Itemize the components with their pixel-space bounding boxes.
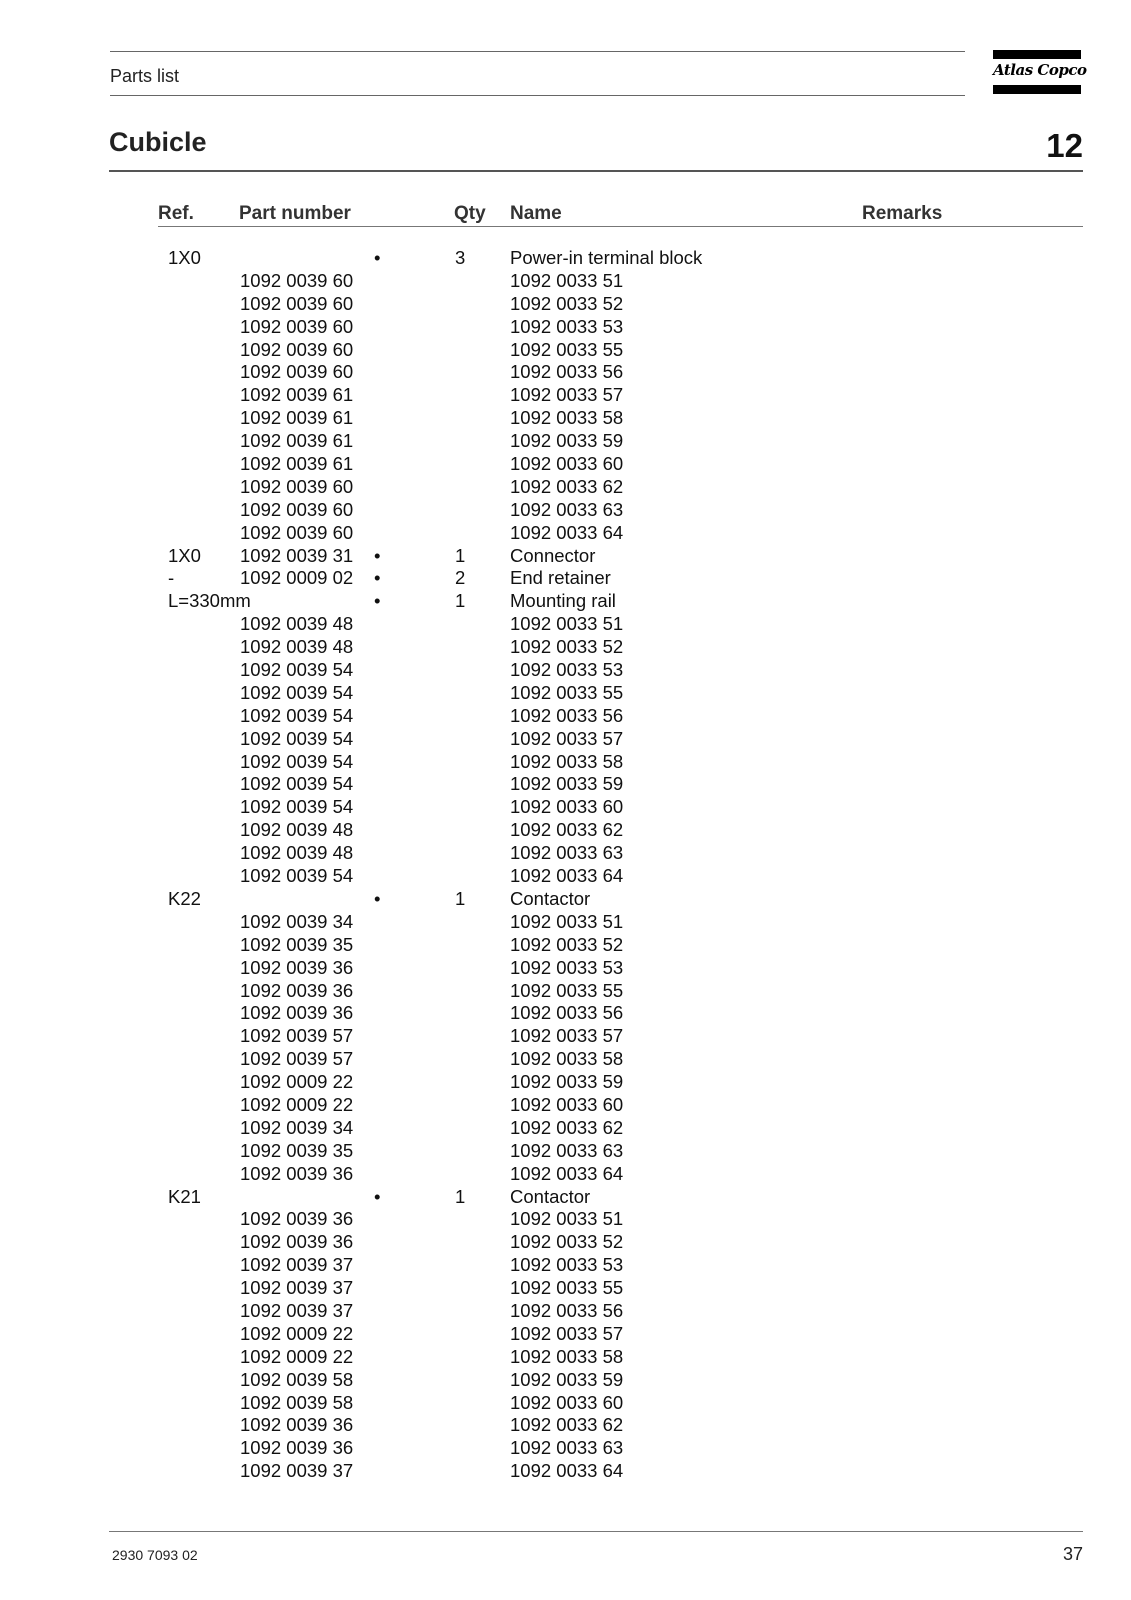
row-name: 1092 0033 62	[510, 475, 624, 497]
row-part-number: 1092 0039 48	[240, 613, 354, 635]
row-name: 1092 0033 51	[510, 910, 624, 932]
row-name: 1092 0033 55	[510, 979, 624, 1001]
row-part-number: 1092 0009 22	[240, 1345, 354, 1367]
table-row	[0, 476, 1131, 499]
header-label: Parts list	[110, 66, 180, 86]
row-name: 1092 0033 55	[510, 1277, 624, 1299]
row-part-number: 1092 0039 54	[240, 750, 354, 772]
row-qty: 3	[455, 247, 466, 268]
row-name: 1092 0033 56	[510, 1299, 624, 1321]
table-row	[0, 911, 1131, 934]
table-row	[0, 705, 1131, 728]
row-ref: 1X0	[168, 247, 201, 268]
row-name: 1092 0033 52	[510, 933, 624, 955]
table-row	[0, 1117, 1131, 1140]
row-part-number: 1092 0039 61	[240, 453, 354, 475]
row-name: 1092 0033 51	[510, 269, 624, 291]
table-row	[0, 499, 1131, 522]
row-part-number: 1092 0039 60	[240, 475, 354, 497]
header-bottom-rule	[110, 95, 965, 96]
row-bullet: •	[374, 887, 381, 909]
row-part-number: 1092 0009 22	[240, 1322, 354, 1344]
row-name: Connector	[510, 544, 596, 566]
table-row	[0, 522, 1131, 545]
table-row	[0, 1163, 1131, 1186]
row-part-number: 1092 0039 35	[240, 933, 354, 955]
row-name: 1092 0033 58	[510, 1345, 624, 1367]
row-ref: 1X0	[168, 544, 201, 566]
row-name: 1092 0033 60	[510, 1093, 624, 1115]
row-ref: K22	[168, 887, 201, 909]
row-name: 1092 0033 60	[510, 1391, 624, 1413]
table-row	[0, 293, 1131, 316]
table-row	[0, 1437, 1131, 1460]
row-name: 1092 0033 59	[510, 773, 624, 795]
row-part-number: 1092 0039 36	[240, 1231, 354, 1253]
row-part-number: 1092 0039 58	[240, 1391, 354, 1413]
row-bullet: •	[374, 544, 381, 566]
table-row	[0, 1392, 1131, 1415]
row-name: 1092 0033 59	[510, 1368, 624, 1390]
row-bullet: •	[374, 590, 381, 612]
table-row	[0, 1208, 1131, 1231]
row-part-number: 1092 0039 36	[240, 956, 354, 978]
row-name: Power-in terminal block	[510, 247, 703, 268]
table-row	[0, 934, 1131, 957]
row-name: 1092 0033 59	[510, 1071, 624, 1093]
row-name: 1092 0033 62	[510, 1414, 624, 1436]
row-part-number: 1092 0039 58	[240, 1368, 354, 1390]
table-row	[0, 1231, 1131, 1254]
table-row	[0, 613, 1131, 636]
row-name: 1092 0033 51	[510, 1208, 624, 1230]
table-row	[0, 1094, 1131, 1117]
logo-bottom-bar	[993, 85, 1081, 94]
row-part-number: 1092 0039 60	[240, 315, 354, 337]
row-name: 1092 0033 60	[510, 796, 624, 818]
table-row	[0, 1048, 1131, 1071]
row-part-number: 1092 0039 36	[240, 1208, 354, 1230]
row-part-number: 1092 0039 31	[240, 544, 354, 566]
row-name: 1092 0033 63	[510, 498, 624, 520]
row-name: Contactor	[510, 1185, 591, 1207]
row-name: 1092 0033 62	[510, 1116, 624, 1138]
table-row	[0, 751, 1131, 774]
row-part-number: 1092 0009 22	[240, 1071, 354, 1093]
logo-top-bar	[993, 50, 1081, 59]
row-part-number: 1092 0039 60	[240, 292, 354, 314]
row-name: 1092 0033 53	[510, 315, 624, 337]
table-row	[0, 590, 1131, 613]
row-ref: K21	[168, 1185, 201, 1207]
row-name: 1092 0033 57	[510, 727, 624, 749]
row-part-number: 1092 0039 36	[240, 1162, 354, 1184]
table-row	[0, 728, 1131, 751]
table-row	[0, 819, 1131, 842]
row-bullet: •	[374, 1185, 381, 1207]
row-name: 1092 0033 56	[510, 361, 624, 383]
table-row	[0, 842, 1131, 865]
atlas-copco-logo	[993, 50, 1087, 94]
table-row	[0, 1140, 1131, 1163]
row-part-number: 1092 0039 61	[240, 384, 354, 406]
table-row	[0, 865, 1131, 888]
row-ref: L=330mm	[168, 590, 251, 612]
row-name: 1092 0033 64	[510, 1162, 624, 1184]
row-name: Contactor	[510, 887, 591, 909]
table-row	[0, 407, 1131, 430]
header-top-rule	[110, 51, 965, 52]
row-qty: 2	[455, 567, 466, 589]
table-row	[0, 339, 1131, 362]
row-part-number: 1092 0039 60	[240, 338, 354, 360]
table-row	[0, 636, 1131, 659]
section-number: 12	[1046, 127, 1083, 164]
row-bullet: •	[374, 567, 381, 589]
row-part-number: 1092 0039 48	[240, 819, 354, 841]
row-name: 1092 0033 55	[510, 681, 624, 703]
row-part-number: 1092 0039 37	[240, 1299, 354, 1321]
row-name: 1092 0033 64	[510, 865, 624, 887]
row-name: 1092 0033 52	[510, 1231, 624, 1253]
footer-rule	[109, 1531, 1083, 1532]
row-name: End retainer	[510, 567, 611, 589]
row-name: 1092 0033 63	[510, 1437, 624, 1459]
row-part-number: 1092 0039 54	[240, 704, 354, 726]
row-name: 1092 0033 53	[510, 956, 624, 978]
row-part-number: 1092 0039 54	[240, 659, 354, 681]
row-part-number: 1092 0039 54	[240, 865, 354, 887]
row-name: 1092 0033 58	[510, 407, 624, 429]
section-title: Cubicle	[109, 127, 207, 157]
table-row	[0, 1254, 1131, 1277]
row-name: 1092 0033 52	[510, 636, 624, 658]
table-row	[0, 1323, 1131, 1346]
row-name: 1092 0033 64	[510, 521, 624, 543]
row-part-number: 1092 0039 37	[240, 1254, 354, 1276]
table-row	[0, 1002, 1131, 1025]
row-name: 1092 0033 53	[510, 1254, 624, 1276]
table-row	[0, 682, 1131, 705]
row-part-number: 1092 0039 54	[240, 681, 354, 703]
row-name: 1092 0033 57	[510, 384, 624, 406]
row-name: 1092 0033 57	[510, 1025, 624, 1047]
row-name: 1092 0033 56	[510, 704, 624, 726]
table-row	[0, 773, 1131, 796]
table-row	[0, 1346, 1131, 1369]
row-name: 1092 0033 64	[510, 1460, 624, 1482]
row-name: 1092 0033 56	[510, 1002, 624, 1024]
row-name: 1092 0033 63	[510, 1139, 624, 1161]
row-name: 1092 0033 58	[510, 750, 624, 772]
row-part-number: 1092 0039 34	[240, 1116, 354, 1138]
row-name: 1092 0033 57	[510, 1322, 624, 1344]
row-name: Mounting rail	[510, 590, 616, 612]
row-part-number: 1092 0039 37	[240, 1277, 354, 1299]
column-header-remarks: Remarks	[862, 203, 943, 224]
row-part-number: 1092 0039 57	[240, 1025, 354, 1047]
table-row	[0, 361, 1131, 384]
table-row	[0, 545, 1131, 568]
row-part-number: 1092 0039 54	[240, 773, 354, 795]
row-part-number: 1092 0039 36	[240, 1002, 354, 1024]
document-number: 2930 7093 02	[112, 1547, 198, 1563]
row-part-number: 1092 0039 54	[240, 727, 354, 749]
table-row	[0, 1186, 1131, 1209]
table-row	[0, 796, 1131, 819]
column-header-ref: Ref.	[158, 203, 194, 224]
table-row	[0, 316, 1131, 339]
row-part-number: 1092 0039 35	[240, 1139, 354, 1161]
table-row	[0, 1025, 1131, 1048]
row-part-number: 1092 0039 61	[240, 407, 354, 429]
table-row	[0, 888, 1131, 911]
table-row	[0, 270, 1131, 293]
row-bullet: •	[374, 247, 381, 268]
table-row	[0, 1071, 1131, 1094]
table-row	[0, 980, 1131, 1003]
row-part-number: 1092 0009 22	[240, 1093, 354, 1115]
row-part-number: 1092 0039 37	[240, 1460, 354, 1482]
row-name: 1092 0033 55	[510, 338, 624, 360]
column-header-part-number: Part number	[239, 203, 351, 224]
row-qty: 1	[455, 887, 466, 909]
logo-text: Atlas Copco	[993, 61, 1087, 79]
table-row	[0, 453, 1131, 476]
row-qty: 1	[455, 1185, 466, 1207]
row-part-number: 1092 0039 57	[240, 1048, 354, 1070]
row-part-number: 1092 0039 36	[240, 979, 354, 1001]
parts-table	[0, 247, 1131, 1483]
row-part-number: 1092 0039 60	[240, 269, 354, 291]
row-name: 1092 0033 53	[510, 659, 624, 681]
row-qty: 1	[455, 590, 466, 612]
table-row	[0, 384, 1131, 407]
row-part-number: 1092 0039 60	[240, 361, 354, 383]
row-name: 1092 0033 59	[510, 430, 624, 452]
column-header-name: Name	[510, 203, 562, 224]
title-rule	[109, 170, 1083, 172]
table-row	[0, 1414, 1131, 1437]
row-part-number: 1092 0039 54	[240, 796, 354, 818]
row-part-number: 1092 0039 60	[240, 521, 354, 543]
row-name: 1092 0033 52	[510, 292, 624, 314]
row-name: 1092 0033 60	[510, 453, 624, 475]
table-row	[0, 1369, 1131, 1392]
table-row	[0, 1460, 1131, 1483]
row-name: 1092 0033 63	[510, 842, 624, 864]
table-row	[0, 567, 1131, 590]
row-part-number: 1092 0039 61	[240, 430, 354, 452]
row-qty: 1	[455, 544, 466, 566]
row-part-number: 1092 0039 48	[240, 636, 354, 658]
row-ref: -	[168, 567, 175, 589]
table-row	[0, 1300, 1131, 1323]
row-name: 1092 0033 58	[510, 1048, 624, 1070]
table-row	[0, 957, 1131, 980]
row-part-number: 1092 0039 36	[240, 1414, 354, 1436]
row-name: 1092 0033 62	[510, 819, 624, 841]
row-part-number: 1092 0039 60	[240, 498, 354, 520]
row-name: 1092 0033 51	[510, 613, 624, 635]
page-number: 37	[1062, 1544, 1083, 1564]
row-part-number: 1092 0039 34	[240, 910, 354, 932]
row-part-number: 1092 0039 48	[240, 842, 354, 864]
column-header-qty: Qty	[454, 203, 486, 224]
row-part-number: 1092 0039 36	[240, 1437, 354, 1459]
table-row	[0, 247, 1131, 270]
column-header-rule	[158, 226, 1083, 227]
table-row	[0, 659, 1131, 682]
row-part-number: 1092 0009 02	[240, 567, 354, 589]
table-row	[0, 430, 1131, 453]
table-row	[0, 1277, 1131, 1300]
